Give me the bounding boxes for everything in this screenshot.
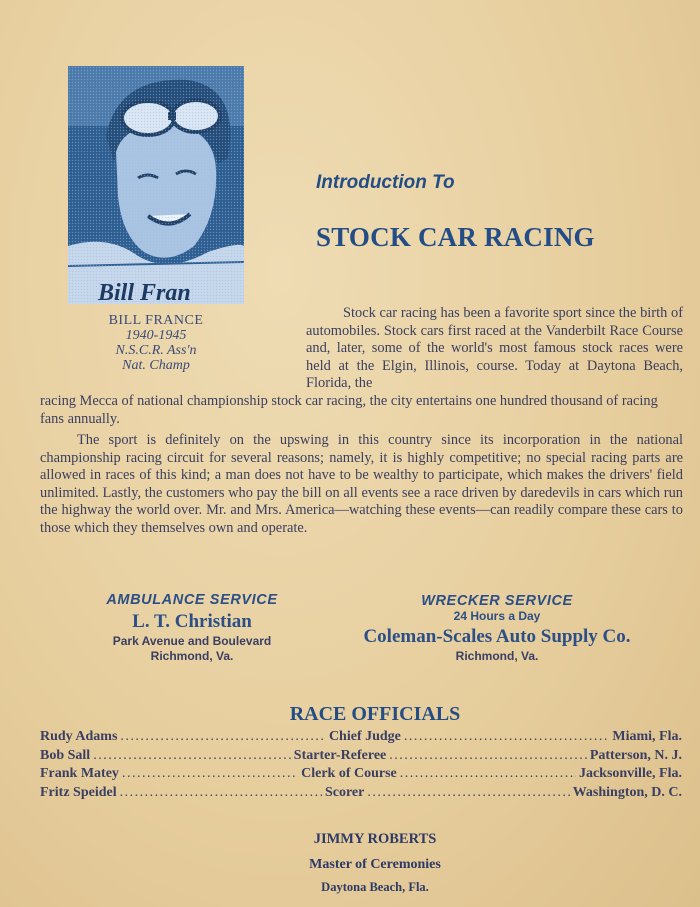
official-place: Washington, D. C. bbox=[572, 784, 682, 800]
official-role: Starter-Referee bbox=[293, 747, 387, 763]
official-place: Patterson, N. J. bbox=[589, 747, 682, 763]
intro-heading: Introduction To bbox=[316, 172, 455, 193]
official-name: Rudy Adams bbox=[40, 729, 118, 744]
photo-caption bbox=[68, 313, 244, 373]
caption-name: BILL FRANCE bbox=[108, 313, 204, 328]
leader-dots bbox=[404, 729, 610, 745]
mc-role: Master of Ceremonies bbox=[309, 857, 441, 872]
official-row bbox=[40, 785, 682, 804]
official-row bbox=[40, 729, 682, 748]
official-name: Bob Sall bbox=[40, 747, 91, 763]
photo-signature: Bill Fran bbox=[98, 280, 191, 304]
leader-dots bbox=[389, 748, 587, 764]
page-title: STOCK CAR RACING bbox=[316, 222, 595, 252]
leader-dots bbox=[367, 785, 569, 801]
wrecker-city: Richmond, Va. bbox=[455, 649, 539, 663]
officials-list bbox=[40, 729, 682, 803]
official-role: Chief Judge bbox=[328, 729, 401, 744]
caption-years: 1940-1945 bbox=[125, 328, 187, 343]
driver-portrait-image bbox=[68, 66, 244, 304]
official-row bbox=[40, 766, 682, 785]
paragraph-1-bottom: racing Mecca of national championship stock car racing, the city entertains one hundred thousand of racing fans annually. bbox=[40, 393, 658, 427]
official-name: Fritz Speidel bbox=[40, 784, 117, 800]
official-row bbox=[40, 748, 682, 767]
ambulance-name: L. T. Christian bbox=[132, 611, 252, 632]
caption-assoc: N.S.C.R. Ass'n bbox=[115, 343, 197, 358]
official-place: Miami, Fla. bbox=[612, 729, 683, 744]
ambulance-service bbox=[94, 592, 290, 664]
leader-dots bbox=[93, 748, 291, 764]
paragraph-1-top: Stock car racing has been a favorite sport since the birth of automobiles. Stock cars first raced at the Vanderbilt Race Course and, later, some of the world's most famous stock races were held at the Elgin, Illinois, course. Today at Daytona Beach, Florida, the bbox=[306, 305, 683, 392]
caption-title: Nat. Champ bbox=[122, 358, 190, 373]
wrecker-name: Coleman-Scales Auto Supply Co. bbox=[363, 626, 631, 647]
ambulance-city: Richmond, Va. bbox=[150, 649, 234, 663]
leader-dots bbox=[120, 785, 322, 801]
leader-dots bbox=[120, 729, 326, 745]
wrecker-hours: 24 Hours a Day bbox=[453, 609, 541, 623]
officials-title: RACE OFFICIALS bbox=[289, 703, 461, 725]
official-role: Scorer bbox=[324, 784, 365, 800]
official-place: Jacksonville, Fla. bbox=[578, 766, 682, 781]
ambulance-heading: AMBULANCE SERVICE bbox=[106, 592, 278, 608]
leader-dots bbox=[400, 766, 576, 782]
driver-photo bbox=[68, 66, 244, 304]
wrecker-service bbox=[344, 593, 650, 664]
mc-city: Daytona Beach, Fla. bbox=[321, 880, 429, 894]
official-role: Clerk of Course bbox=[301, 766, 397, 781]
mc-name: JIMMY ROBERTS bbox=[313, 831, 437, 847]
official-name: Frank Matey bbox=[40, 766, 119, 781]
ambulance-address: Park Avenue and Boulevard bbox=[112, 634, 272, 648]
wrecker-heading: WRECKER SERVICE bbox=[421, 593, 573, 609]
paragraph-2: The sport is definitely on the upswing in this country since its incorporation in the national championship racing circuit for several reasons; namely, it is highly competitive; no special racing parts are allowed in races of this kind; a man does not have to be wealthy to participate, which makes the drivers' field unlimited. Lastly, the customers who pay the bill on all events see a race driven by daredevils in cars which run the highway the world over. Mr. and Mrs. America—watching these events—can readily compare these cars to those which they themselves own and operate. bbox=[40, 432, 683, 536]
leader-dots bbox=[122, 766, 298, 782]
